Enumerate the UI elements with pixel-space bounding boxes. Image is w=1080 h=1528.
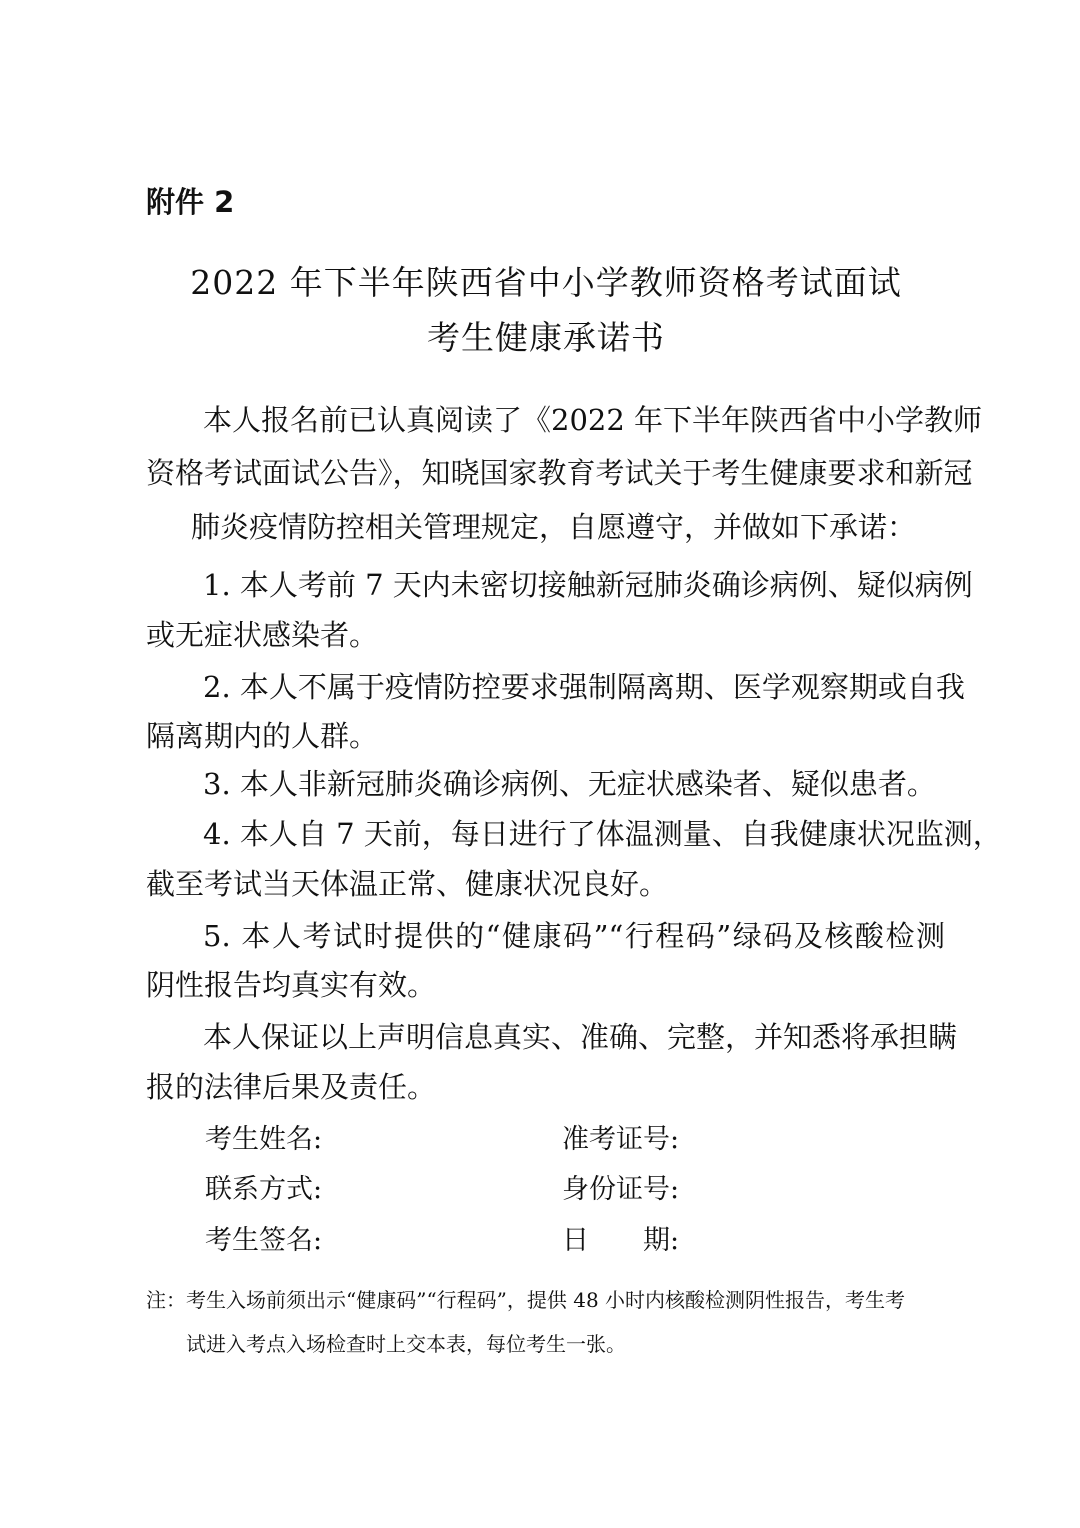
commitment-item-5-line-2: 阴性报告均真实有效。 bbox=[146, 968, 437, 1002]
field-label-id-number: 身份证号: bbox=[562, 1174, 680, 1205]
document-title-line-2: 考生健康承诺书 bbox=[427, 318, 665, 357]
field-label-contact: 联系方式: bbox=[205, 1174, 323, 1205]
footnote-line-1: 注：考生入场前须出示“健康码”“行程码”，提供 48 小时内核酸检测阴性报告，考生考 bbox=[146, 1288, 906, 1312]
commitment-item-1-line-2: 或无症状感染者。 bbox=[146, 618, 379, 652]
intro-line-2: 资格考试面试公告》，知晓国家教育考试关于考生健康要求和新冠 bbox=[146, 456, 973, 490]
document-title-line-1: 2022 年下半年陕西省中小学教师资格考试面试 bbox=[190, 263, 902, 302]
field-label-candidate-name: 考生姓名: bbox=[205, 1124, 323, 1155]
field-label-date: 日 期: bbox=[562, 1225, 680, 1256]
commitment-item-4-line-1: 4. 本人自 7 天前，每日进行了体温测量、自我健康状况监测， bbox=[203, 817, 1002, 851]
commitment-item-2-line-1: 2. 本人不属于疫情防控要求强制隔离期、医学观察期或自我 bbox=[203, 670, 965, 704]
intro-line-3: 肺炎疫情防控相关管理规定，自愿遵守，并做如下承诺： bbox=[191, 510, 917, 544]
commitment-item-1-line-1: 1. 本人考前 7 天内未密切接触新冠肺炎确诊病例、疑似病例 bbox=[203, 568, 973, 602]
field-label-signature: 考生签名: bbox=[205, 1225, 323, 1256]
commitment-item-2-line-2: 隔离期内的人群。 bbox=[146, 719, 379, 753]
field-label-admission-number: 准考证号: bbox=[562, 1124, 680, 1155]
commitment-item-5-line-1: 5. 本人考试时提供的“健康码”“行程码”绿码及核酸检测 bbox=[203, 919, 945, 953]
intro-line-1: 本人报名前已认真阅读了《2022 年下半年陕西省中小学教师 bbox=[203, 403, 983, 437]
guarantee-line-2: 报的法律后果及责任。 bbox=[146, 1070, 437, 1104]
attachment-label: 附件 2 bbox=[146, 185, 235, 219]
commitment-item-3: 3. 本人非新冠肺炎确诊病例、无症状感染者、疑似患者。 bbox=[203, 767, 936, 801]
commitment-item-4-line-2: 截至考试当天体温正常、健康状况良好。 bbox=[146, 867, 669, 901]
guarantee-line-1: 本人保证以上声明信息真实、准确、完整，并知悉将承担瞒 bbox=[203, 1020, 958, 1054]
footnote-line-2: 试进入考点入场检查时上交本表，每位考生一张。 bbox=[186, 1332, 626, 1356]
